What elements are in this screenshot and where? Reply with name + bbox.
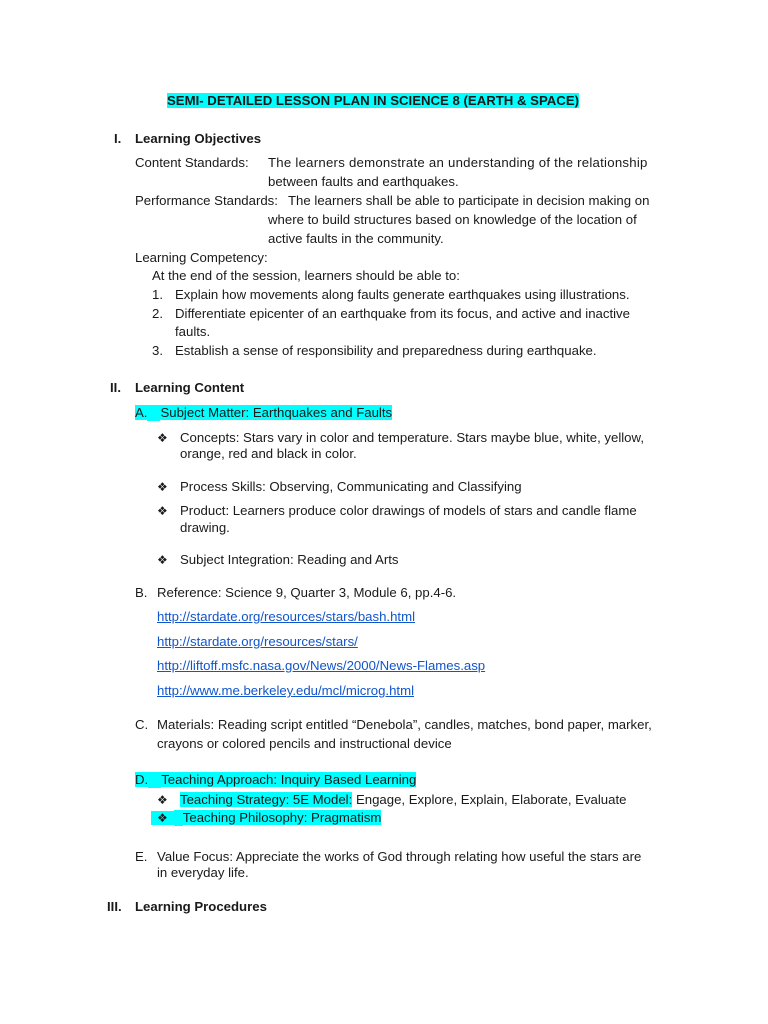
objective-text: Explain how movements along faults generate earthquakes using illustrations. [175,287,630,302]
value-focus-text-1: Value Focus: Appreciate the works of God through relating how useful the stars are [157,849,642,864]
learning-competency-label: Learning Competency: [135,250,268,265]
objective-number: 3. [152,343,163,358]
concepts-text-1: Concepts: Stars vary in color and temperature. Stars maybe blue, white, yellow, [180,430,644,445]
materials-letter: C. [135,717,149,732]
section-2-heading: Learning Content [135,380,245,395]
materials-text-2: crayons or colored pencils and instructional device [157,736,452,751]
section-1-heading: Learning Objectives [135,131,262,146]
diamond-bullet-icon: ❖ [157,431,168,445]
objective-text-continued: faults. [175,324,211,339]
materials-text-1: Materials: Reading script entitled “Denebola”, candles, matches, bond paper, marker, [157,717,652,732]
section-3-heading: Learning Procedures [135,899,267,914]
diamond-bullet-icon: ❖ [157,793,168,807]
performance-standards-text-2: where to build structures based on knowledge of the location of [268,212,637,227]
reference-link[interactable]: http://stardate.org/resources/stars/bash.html [157,609,416,624]
diamond-bullet-icon: ❖ [157,553,168,567]
content-standards-text-2: between faults and earthquakes. [268,174,459,189]
teaching-approach: D. Teaching Approach: Inquiry Based Learning [135,772,417,787]
value-focus-text-2: in everyday life. [157,865,249,880]
subject-integration-text: Subject Integration: Reading and Arts [180,552,399,567]
teaching-strategy: Teaching Strategy: 5E Model: Engage, Explore, Explain, Elaborate, Evaluate [180,792,627,807]
concepts-text-2: orange, red and black in color. [180,446,357,461]
subject-matter-letter: A. Subject Matter: Earthquakes and Faults [135,405,393,420]
section-2-numeral: II. [110,380,121,395]
section-3-numeral: III. [107,899,122,914]
product-text-1: Product: Learners produce color drawings of models of stars and candle flame [180,503,637,518]
objective-number: 2. [152,306,163,321]
objective-text: Establish a sense of responsibility and preparedness during earthquake. [175,343,597,358]
diamond-bullet-icon: ❖ [157,504,168,518]
diamond-bullet-icon: ❖ [157,480,168,494]
objective-text: Differentiate epicenter of an earthquake from its focus, and active and inactive [175,306,630,321]
process-skills-text: Process Skills: Observing, Communicating and Classifying [180,479,522,494]
reference-link[interactable]: http://stardate.org/resources/stars/ [157,634,358,649]
teaching-philosophy: ❖ Teaching Philosophy: Pragmatism [151,810,381,826]
value-focus-letter: E. [135,849,148,864]
reference-letter: B. [135,585,148,600]
section-1-numeral: I. [114,131,122,146]
reference-link[interactable]: http://www.me.berkeley.edu/mcl/microg.html [157,683,414,698]
performance-standards-text-1: The learners shall be able to participate in decision making on [288,193,650,208]
content-standards-text-1: The learners demonstrate an understanding of the relationship [268,155,648,170]
performance-standards-text-3: active faults in the community. [268,231,444,246]
content-standards-label: Content Standards: [135,155,249,170]
reference-text: Reference: Science 9, Quarter 3, Module 6, pp.4-6. [157,585,457,600]
document-title: SEMI- DETAILED LESSON PLAN IN SCIENCE 8 (EARTH & SPACE) [167,93,580,108]
objective-number: 1. [152,287,163,302]
reference-link[interactable]: http://liftoff.msfc.nasa.gov/News/2000/News-Flames.asp [157,658,486,673]
product-text-2: drawing. [180,520,230,535]
diamond-bullet-icon: ❖ [151,811,174,825]
learning-competency-intro: At the end of the session, learners should be able to: [152,268,460,283]
performance-standards-label: Performance Standards: [135,193,278,208]
